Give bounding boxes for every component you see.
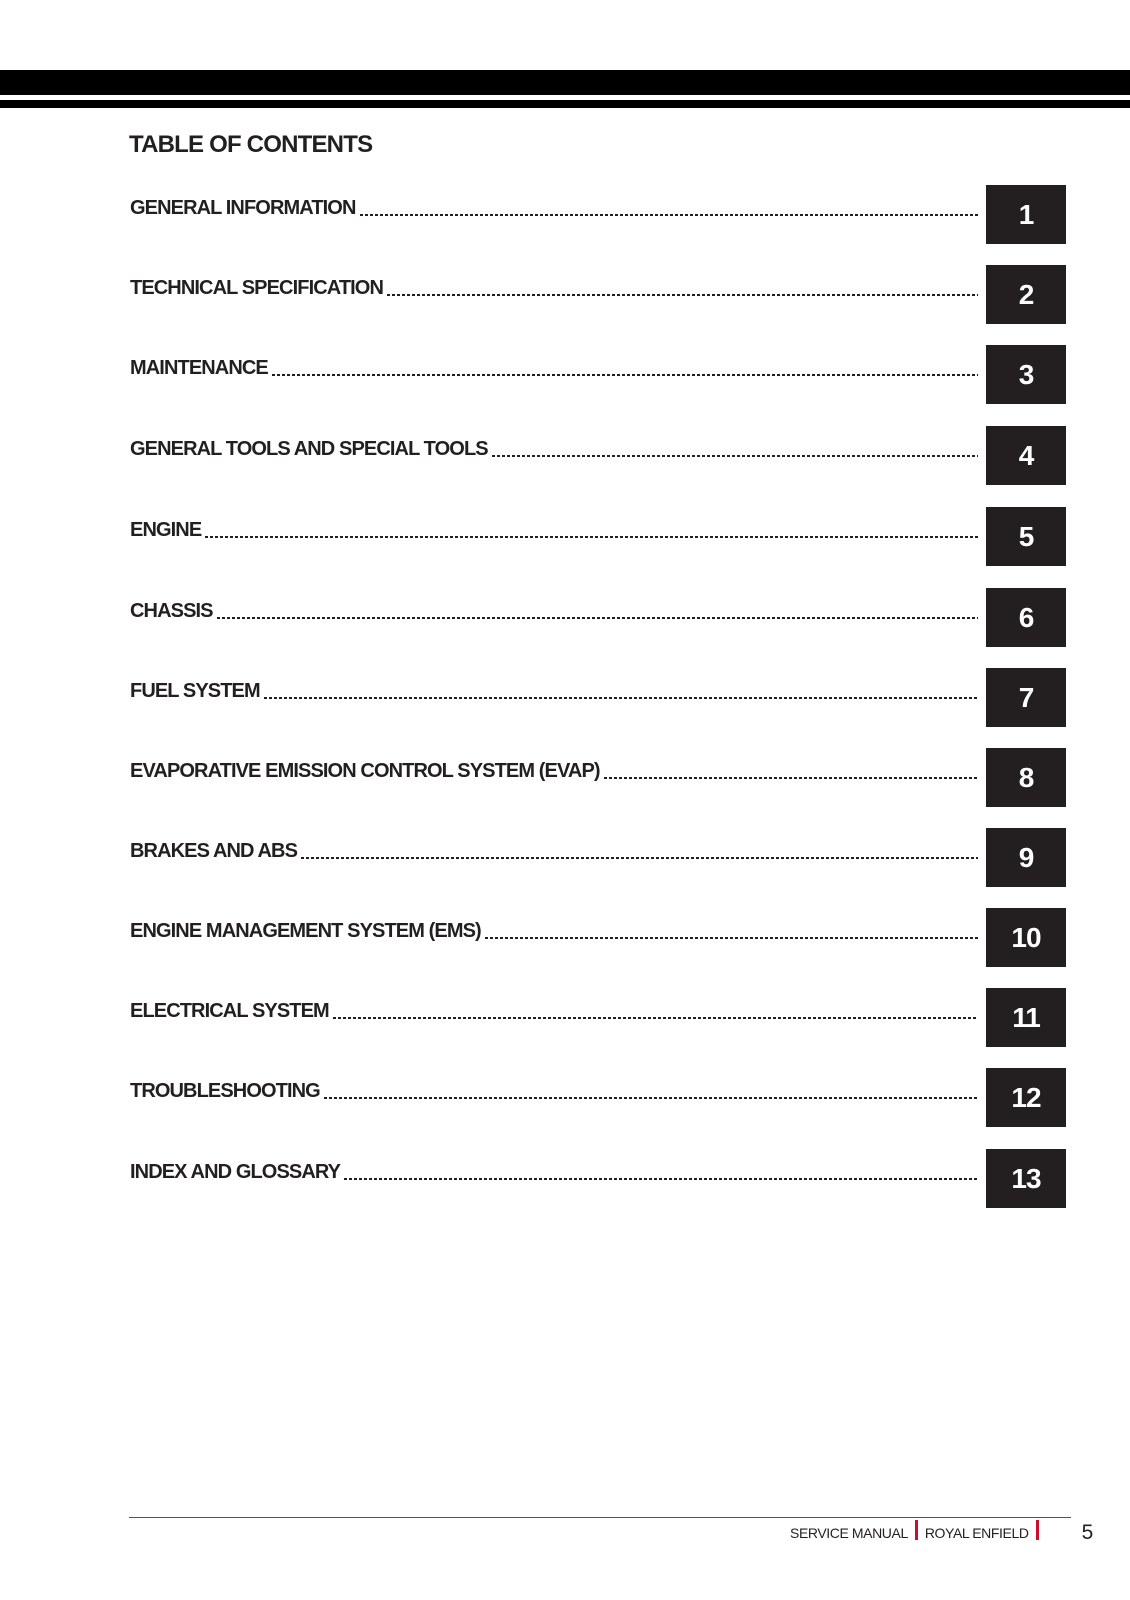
header-band-thick	[0, 70, 1130, 95]
toc-entry-ems[interactable]	[130, 908, 1066, 967]
chapter-number-tab[interactable]: 1	[986, 185, 1066, 244]
chapter-number-tab[interactable]: 4	[986, 426, 1066, 485]
toc-entry-label[interactable]: ELECTRICAL SYSTEM	[130, 1000, 329, 1022]
dot-leader	[492, 455, 978, 457]
dot-leader	[360, 214, 979, 216]
toc-entry-label[interactable]: BRAKES AND ABS	[130, 840, 298, 862]
page-footer	[790, 1521, 1093, 1545]
toc-entry-electrical-system[interactable]	[130, 988, 1066, 1047]
chapter-number-tab[interactable]: 13	[986, 1149, 1066, 1208]
toc-entry-general-information[interactable]	[130, 185, 1066, 244]
header-band-thin	[0, 100, 1130, 108]
toc-entry-evap[interactable]	[130, 748, 1066, 807]
toc-entry-label[interactable]: TROUBLESHOOTING	[130, 1080, 320, 1102]
toc-entry-label[interactable]: INDEX AND GLOSSARY	[130, 1161, 341, 1183]
chapter-number-tab[interactable]: 7	[986, 668, 1066, 727]
chapter-number-tab[interactable]: 2	[986, 265, 1066, 324]
dot-leader	[387, 294, 978, 296]
footer-manual-label: SERVICE MANUAL	[790, 1525, 908, 1541]
chapter-number-tab[interactable]: 12	[986, 1068, 1066, 1127]
toc-entry-index-glossary[interactable]	[130, 1149, 1066, 1208]
chapter-number-tab[interactable]: 5	[986, 507, 1066, 566]
chapter-number-tab[interactable]: 10	[986, 908, 1066, 967]
page-number: 5	[1081, 1521, 1093, 1544]
toc-entry-label[interactable]: TECHNICAL SPECIFICATION	[130, 277, 384, 299]
toc-entry-label[interactable]: ENGINE	[130, 519, 202, 541]
dot-leader	[333, 1017, 978, 1019]
toc-entry-label[interactable]: MAINTENANCE	[130, 357, 268, 379]
chapter-number-tab[interactable]: 8	[986, 748, 1066, 807]
dot-leader	[485, 937, 978, 939]
toc-entry-technical-specification[interactable]	[130, 265, 1066, 324]
footer-separator	[1036, 1520, 1039, 1540]
toc-entry-label[interactable]: GENERAL INFORMATION	[130, 197, 356, 219]
toc-entry-fuel-system[interactable]	[130, 668, 1066, 727]
dot-leader	[301, 857, 978, 859]
dot-leader	[264, 697, 978, 699]
toc-entry-label[interactable]: GENERAL TOOLS AND SPECIAL TOOLS	[130, 438, 488, 460]
dot-leader	[217, 617, 978, 619]
chapter-number-tab[interactable]: 6	[986, 588, 1066, 647]
toc-entry-maintenance[interactable]	[130, 345, 1066, 404]
dot-leader	[324, 1097, 978, 1099]
page-title: TABLE OF CONTENTS	[129, 131, 373, 158]
toc-entry-engine[interactable]	[130, 507, 1066, 566]
chapter-number-tab[interactable]: 9	[986, 828, 1066, 887]
dot-leader	[272, 374, 978, 376]
toc-entry-troubleshooting[interactable]	[130, 1068, 1066, 1127]
toc-entry-general-tools[interactable]	[130, 426, 1066, 485]
footer-brand-label: ROYAL ENFIELD	[924, 1525, 1029, 1541]
toc-entry-label[interactable]: FUEL SYSTEM	[130, 680, 260, 702]
footer-separator	[915, 1520, 918, 1540]
chapter-number-tab[interactable]: 11	[986, 988, 1066, 1047]
dot-leader	[604, 777, 978, 779]
toc-entry-label[interactable]: ENGINE MANAGEMENT SYSTEM (EMS)	[130, 920, 481, 942]
chapter-number-tab[interactable]: 3	[986, 345, 1066, 404]
toc-entry-label[interactable]: CHASSIS	[130, 600, 213, 622]
toc-entry-brakes-abs[interactable]	[130, 828, 1066, 887]
toc-entry-label[interactable]: EVAPORATIVE EMISSION CONTROL SYSTEM (EVAP)	[130, 760, 600, 782]
footer-rule	[129, 1517, 1071, 1518]
dot-leader	[205, 536, 978, 538]
toc-entry-chassis[interactable]	[130, 588, 1066, 647]
dot-leader	[344, 1178, 978, 1180]
